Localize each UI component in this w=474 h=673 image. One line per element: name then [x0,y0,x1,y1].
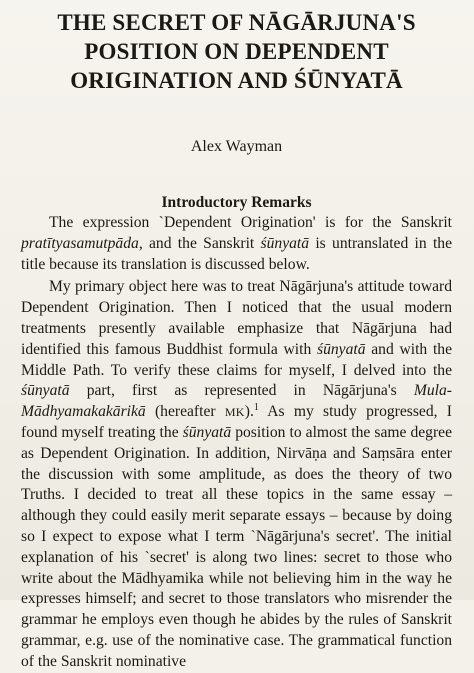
title-line-1: THE SECRET OF NĀGĀRJUNA'S [57,10,416,35]
paragraph-2-text-6: As my study progressed, I found myself treating the [21,403,452,441]
section-heading: Introductory Remarks [161,194,312,211]
footnote-marker: 1 [253,401,259,413]
paragraph-1-italic-1: pratītyasamutpāda [21,234,139,252]
paragraph-2-abbreviation: MK [224,405,245,420]
paragraph-1-text-2: , and the Sanskrit [138,234,261,252]
article-title [21,8,452,95]
paragraph-1-text-3: is untranslated in the title because its translation is discussed below. [21,234,452,273]
paragraph-2-italic-1: śūnyatā [317,340,366,358]
paragraph-2-italic-4: śūnyatā [182,423,232,441]
paragraph-1-text-1: The expression `Dependent Origination' is for the Sanskrit [49,214,452,231]
title-line-2: POSITION ON DEPENDENT [84,39,389,64]
title-line-3: ORIGINATION AND ŚŪNYATĀ [70,68,403,93]
paragraph-2 [21,277,452,672]
paragraph-2-text-2: and with the Middle Path. To verify these claims for myself, I delved into the [21,340,452,379]
paragraph-2-text-3: part, first as represented in Nāgārjuna's [69,382,414,400]
author-name: Alex Wayman [190,138,283,155]
paragraph-1 [21,213,452,275]
paragraph-2-text-1: My primary object here was to treat Nāgārjuna's attitude toward Dependent Origination. Then I noticed that the usual modern treatments presently available emphasize that Nāgārjuna had identified this famous Buddhist formula with [21,278,452,358]
paragraph-2-italic-2: śūnyatā [21,382,70,400]
paragraph-2-text-7: position to almost the same degree as Dependent Origination. In addition, Nirvāṇa and Saṃsāra enter the discussion with some amplitude, as does the theory of two Truths. I decided to treat all these topics in the same essay – although they could easily merit separate essays – because by doing so I expect to expose what I term `Nāgārjuna's secret'. The initial explanation of his `secret' is along two lines: secret to those who write about the Mādhyamika while not believing him in the way he expresses himself; and secret to those translators who misrender the grammar he employs even though he abides by the rules of Sanskrit grammar, e.g. use of the nominative case. The grammatical function of the Sanskrit nominative [21,423,453,670]
paragraph-2-text-5: ). [244,403,254,421]
paragraph-1-italic-2: śūnyatā [260,234,310,252]
paragraph-2-italic-3: Mula-Mādhyamakakārikā [21,382,452,421]
paragraph-2-text-4: (hereafter [145,403,225,421]
